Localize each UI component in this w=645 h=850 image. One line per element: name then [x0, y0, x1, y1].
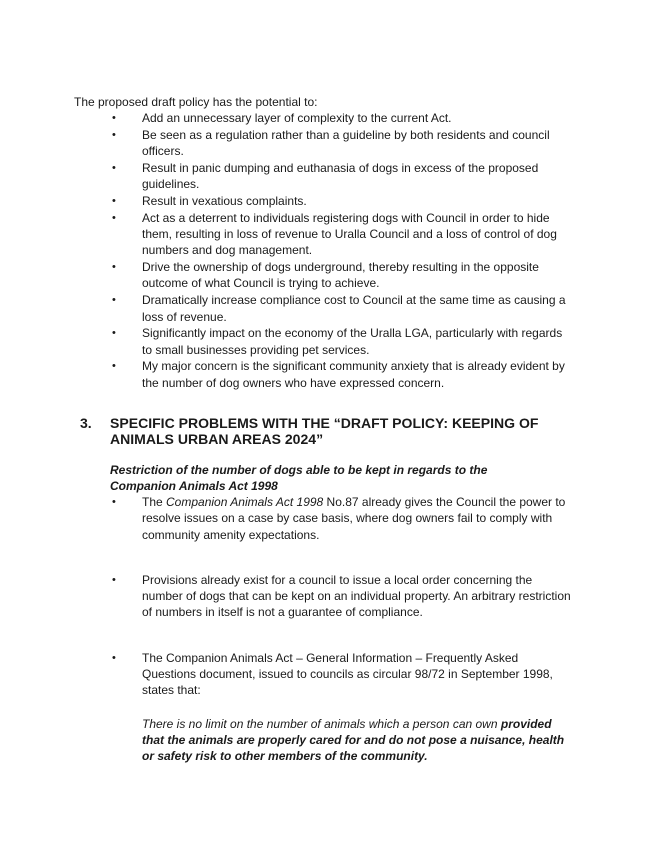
list-item-text: Result in vexatious complaints.	[142, 193, 307, 208]
list-item-text: The Companion Animals Act – General Information – Frequently Asked Questions document, issued to councils as circular 98/72 in September 1998, states that:	[142, 650, 553, 698]
bullet-icon: •	[112, 496, 116, 508]
bullet-icon: •	[112, 128, 116, 141]
bullet-icon: •	[112, 360, 116, 373]
bullet-icon: •	[112, 651, 116, 664]
list-item-text: Provisions already exist for a council to issue a local order concerning the number of dogs that can be kept on an individual property. An arbitrary restriction of numbers in itself is not a guarantee of compliance.	[142, 572, 571, 620]
list-item	[112, 259, 572, 292]
block-quote	[142, 716, 572, 765]
section-heading	[80, 415, 580, 448]
list-item-text: Dramatically increase compliance cost to Council at the same time as causing a loss of revenue.	[142, 293, 566, 324]
act-name: Companion Animals Act 1998	[166, 495, 324, 509]
list-item-text: Act as a deterrent to individuals registering dogs with Council in order to hide them, resulting in loss of revenue to Uralla Council and a loss of control of dog numbers and dog management.	[142, 210, 557, 258]
list-item	[112, 210, 572, 259]
bullet-icon: •	[112, 161, 116, 174]
specific-problems-list	[112, 494, 572, 765]
subheading: Restriction of the number of dogs able to be kept in regards to the Companion Animals Act 1998	[110, 463, 488, 494]
potential-effects-list	[112, 110, 572, 392]
intro-paragraph: The proposed draft policy has the potential to:	[74, 95, 318, 109]
list-item	[112, 292, 572, 325]
bullet-icon: •	[112, 327, 116, 340]
list-item	[112, 572, 572, 621]
list-item	[112, 110, 572, 126]
list-item-text: Drive the ownership of dogs underground, thereby resulting in the opposite outcome of what Council is trying to achieve.	[142, 260, 539, 291]
text-run: The	[142, 495, 167, 509]
list-item	[112, 193, 572, 209]
bullet-icon: •	[112, 294, 116, 307]
bullet-icon: •	[112, 261, 116, 274]
bullet-icon: •	[112, 211, 116, 224]
list-item	[112, 325, 572, 358]
list-item-text: Add an unnecessary layer of complexity to the current Act.	[142, 111, 452, 125]
list-item-text	[142, 495, 565, 542]
bullet-icon: •	[112, 112, 116, 124]
section-number: 3.	[80, 415, 92, 431]
list-item-text: Result in panic dumping and euthanasia of dogs in excess of the proposed guidelines.	[142, 160, 539, 192]
quote-text: There is no limit on the number of animals which a person can own	[142, 716, 501, 731]
bullet-icon: •	[112, 194, 116, 207]
list-item-text: My major concern is the significant community anxiety that is already evident by the number of dog owners who have expressed concern.	[142, 359, 565, 390]
list-item-text: Be seen as a regulation rather than a guideline by both residents and council officers.	[142, 127, 550, 159]
bullet-icon: •	[112, 573, 116, 586]
list-item-text: Significantly impact on the economy of the Uralla LGA, particularly with regards to small businesses providing pet services.	[142, 326, 563, 357]
list-item	[112, 650, 572, 765]
list-item	[112, 160, 572, 193]
text-run: No.87 already gives the Council the power to resolve issues on a case by case basis, where dog owners fail to comply with community amenity expectations.	[142, 495, 566, 542]
quote-emphasis: provided that the animals are properly cared for and do not pose a nuisance, health or safety risk to other members of the community.	[142, 716, 565, 764]
list-item	[112, 358, 572, 391]
section-title: SPECIFIC PROBLEMS WITH THE “DRAFT POLICY: KEEPING OF ANIMALS URBAN AREAS 2024”	[110, 415, 539, 448]
list-item	[112, 494, 572, 543]
list-item	[112, 127, 572, 160]
